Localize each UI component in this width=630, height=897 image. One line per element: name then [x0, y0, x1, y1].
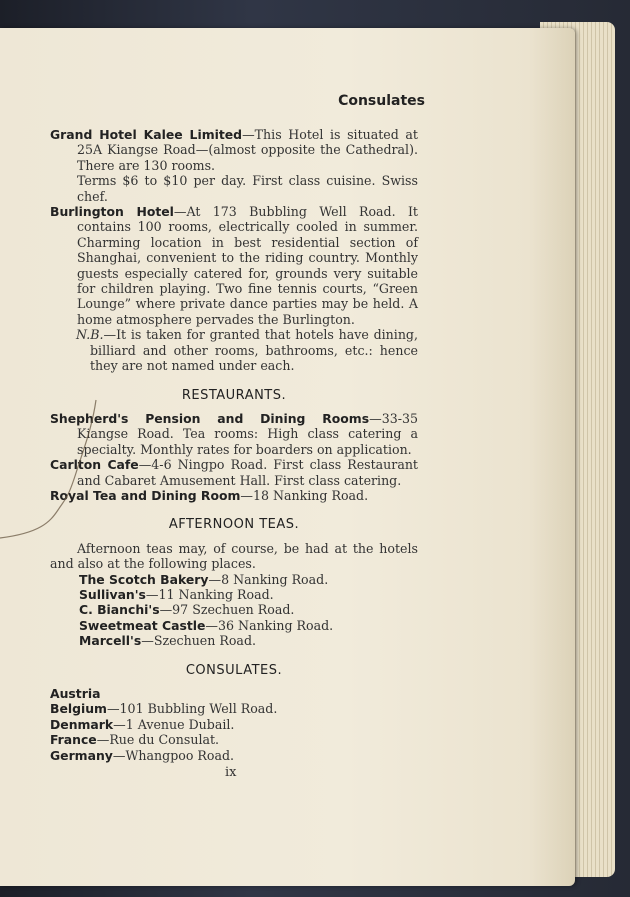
- tea-address: —8 Nanking Road.: [208, 571, 329, 587]
- tea-address: —36 Nanking Road.: [205, 617, 334, 633]
- tea-entry: [79, 618, 418, 633]
- teas-intro: Afternoon teas may, of course, be had at the hotels and also at the following places.: [50, 540, 418, 572]
- afternoon-teas-heading: AFTERNOON TEAS.: [168, 517, 300, 533]
- note: [50, 327, 418, 373]
- tea-name: The Scotch Bakery: [79, 571, 209, 587]
- hotel-entry: [50, 204, 418, 327]
- consulate-name: Denmark: [50, 716, 114, 732]
- tea-entry: [79, 633, 418, 648]
- consulate-name: Belgium: [50, 701, 107, 717]
- hotel-description: —This Hotel is situated at 25A Kiangse Road—(almost opposite the Cathedral). There are 130 rooms.: [77, 127, 418, 173]
- tea-address: —11 Nanking Road.: [145, 586, 274, 602]
- tea-name: Sullivan's: [79, 586, 146, 602]
- consulate-entry: [50, 717, 418, 732]
- teas-list: [50, 572, 418, 649]
- consulate-entry: [50, 701, 418, 716]
- restaurant-entry: [50, 411, 418, 457]
- consulate-address: —Whangpoo Road.: [112, 747, 235, 763]
- consulate-address: —101 Bubbling Well Road.: [106, 701, 278, 717]
- consulate-name: Austria: [50, 686, 101, 701]
- consulates-heading: CONSULATES.: [185, 662, 283, 678]
- page-number: ix: [225, 765, 237, 780]
- restaurant-name: Carlton Cafe: [50, 457, 139, 473]
- consulate-entry: [50, 732, 418, 747]
- hotel-extra: Terms $6 to $10 per day. First class cuisine. Swiss chef.: [77, 173, 418, 204]
- consulate-address: —1 Avenue Dubail.: [113, 716, 235, 732]
- hotel-description: —At 173 Bubbling Well Road. It contains 100 rooms, electrically cooled in summer. Charming location in best residential section of Shanghai, convenient to the riding country. Monthly guests especially catered for, grounds very suitable for children playing. Two fine tennis courts, “Green Lounge” where private dance parties may be held. A home atmosphere pervades the Burlington.: [77, 204, 418, 327]
- tea-entry: [79, 587, 418, 602]
- hotel-name: Burlington Hotel: [50, 204, 174, 220]
- consulate-entry: [50, 748, 418, 763]
- restaurant-detail: —33-35 Kiangse Road. Tea rooms: High class catering a specialty. Monthly rates for boarders on application.: [77, 410, 418, 457]
- book-page: [0, 28, 575, 886]
- running-header: Consulates: [338, 93, 425, 109]
- restaurant-entry: [50, 457, 418, 488]
- tea-address: —97 Szechuen Road.: [159, 602, 295, 618]
- tea-address: —Szechuen Road.: [141, 633, 257, 649]
- consulate-entry: [50, 686, 418, 701]
- hotel-name: Grand Hotel Kalee Limited: [50, 127, 243, 142]
- restaurant-detail: —4-6 Ningpo Road. First class Restaurant and Cabaret Amusement Hall. First class catering.: [77, 457, 418, 488]
- consulate-address: —Rue du Consulat.: [96, 732, 220, 748]
- tea-name: Sweetmeat Castle: [79, 617, 206, 633]
- tea-name: Marcell's: [79, 633, 142, 649]
- hotel-entry: [50, 127, 418, 173]
- tea-entry: [79, 602, 418, 617]
- restaurants-heading: RESTAURANTS.: [181, 387, 287, 403]
- restaurant-entry: [50, 488, 418, 503]
- consulate-name: France: [50, 732, 97, 748]
- tea-name: C. Bianchi's: [79, 602, 160, 618]
- page-body: [50, 127, 418, 763]
- consulate-name: Germany: [50, 747, 113, 763]
- note-text: —It is taken for granted that hotels have dining, billiard and other rooms, bathrooms, etc.: hence they are not named under each.: [90, 327, 418, 374]
- note-label: N.B.: [76, 327, 104, 343]
- restaurant-name: Royal Tea and Dining Room: [50, 487, 241, 503]
- restaurant-name: Shepherd's Pension and Dining Rooms: [50, 410, 370, 426]
- restaurant-detail: —18 Nanking Road.: [240, 487, 369, 503]
- tea-entry: [79, 572, 418, 587]
